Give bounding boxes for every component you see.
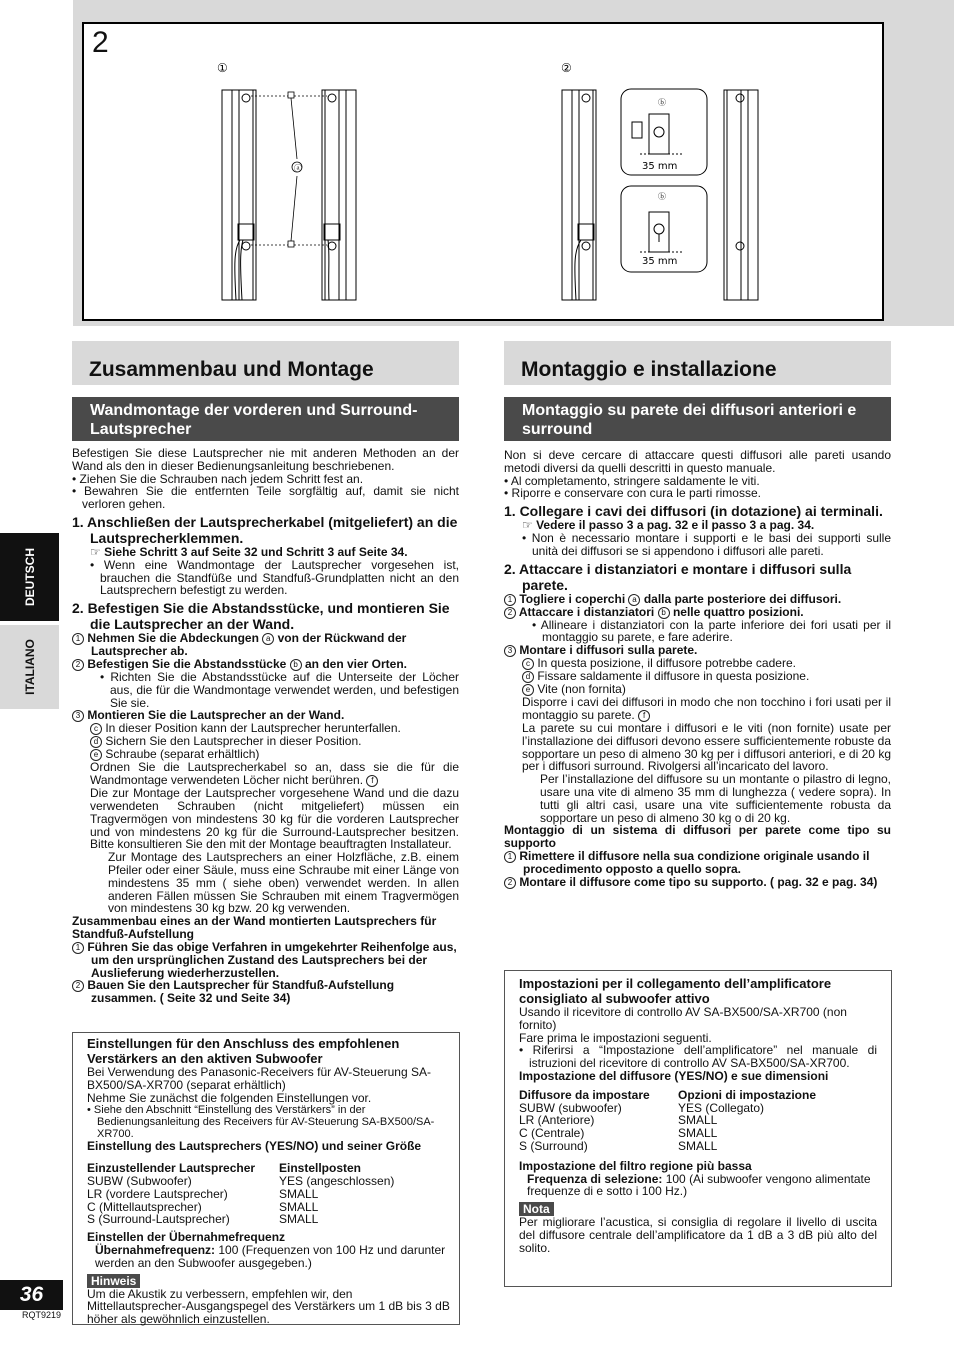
page-number: 36 bbox=[0, 1280, 63, 1310]
callout-2: ② bbox=[561, 61, 572, 75]
wall-mount-illustration bbox=[84, 24, 882, 319]
reference-icon: ☞ bbox=[522, 518, 537, 533]
speaker-rear-right bbox=[322, 90, 356, 300]
column-it: Non si deve cercare di attaccare questi diffusori alle pareti usando metodi diversi da quelli descritti in questo manuale. • Al completamento, stringere saldamente le viti. • Riporre e conservare con cura le parti rimosse. 1. Collegare i cavi dei diffusori (in dotazione) ai terminali. ☞ Vedere il passo 3 a pag. 32 e il passo 3 a pag. 34. • Non è necessario montare i supporti e le basi dei supporti sulle unità dei diffusori se si appendono i diffusori alle pareti. 2. Attaccare i distanziatori e montare i diffusori sulla parete. 1 Togliere i coperchi a dalla parte posteriore dei diffusori. 2 Attaccare i distanziatori b nelle quattro posizioni. • Allineare i distanziatori con la parte inferiore dei fori usati per il montaggio su parete, e fare aderire. 3 Montare i diffusori sulla parete. c In questa posizione, il diffusore potrebbe cadere. d Fissare saldamente il diffusore in questa posizione. e Vite (non fornita) Disporre i cavi dei diffusori in modo che non tocchino i fori usati per il montaggio su parete. f La parete su cui montare i diffusori e le viti (non fornite) usate per l’installazione dei diffusori devono essere sufficientemente robuste da sopportare un peso di almeno 30 kg per i diffusori anteriori, e di 20 kg per i diffusori surround. Rivolgersi all’incaricato del lavoro. Per l’installazione del diffusore su un montante o pilastro di legno, usare una vite di almeno 35 mm di lunghezza ( vedere sopra). In tutti gli altri casi, usare una vite sufficientemente robusta da sopportare un peso di almeno 30 kg o di 20 kg. Montaggio di un sistema di diffusori per parete come tipo su supporto 1 Rimettere il diffusore nella sua condizione originale usando il procedimento opposto a quello sopra. 2 Montare il diffusore come tipo su supporto. ( pag. 32 e pag. 34) bbox=[504, 448, 891, 889]
document-code: RQT9219 bbox=[22, 1310, 62, 1320]
cover-callouts bbox=[251, 92, 327, 247]
subsection-title-de: Wandmontage der vorderen und Surround-Lautsprecher bbox=[72, 397, 459, 441]
speaker-right-mounted bbox=[724, 90, 758, 300]
speaker-left-mounted bbox=[562, 90, 596, 300]
figure-2 bbox=[82, 22, 884, 321]
speaker-rear-left bbox=[222, 90, 256, 300]
figure-number: 2 bbox=[92, 26, 109, 59]
step1-de: 1. Anschließen der Lautsprecherkabel (mitgeliefert) an die Lautsprecherklemmen. bbox=[72, 513, 458, 546]
section-title-it: Montaggio e installazione bbox=[504, 341, 891, 385]
column-de: Befestigen Sie diese Lautsprecher nie mit anderen Methoden an der Wand als den in dieser Bedienungsanleitung beschriebenen. • Ziehen Sie die Schrauben nach jedem Schritt fest an. • Bewahren Sie die entfernten Teile sorgfältig auf, damit sie nicht verloren gehen. 1. Anschließen der Lautsprecherkabel (mitgeliefert) an die Lautsprecherklemmen. ☞ Siehe Schritt 3 auf Seite 32 und Schritt 3 auf Seite 34. • Wenn eine Wandmontage der Lautsprecher vorgesehen ist, brauchen die Standfüße und Standfuß-Grundplatten nicht an den Lautsprechern befestigt zu werden. 2. Befestigen Sie die Abstandsstücke, und montieren Sie die Lautsprecher an der Wand. 1 Nehmen Sie die Abdeckungen a von der Rückwand der Lautsprecher ab. 2 Befestigen Sie die Abstandsstücke b an den vier Orten. • Richten Sie die Abstandsstücke auf die Unterseite der Löcher aus, die für die Wandmontage verwendet werden, und befestigen Sie sie. 3 Montieren Sie die Lautsprecher an der Wand. c In dieser Position kann der Lautsprecher herunterfallen. d Sichern Sie den Lautsprecher in dieser Position. e Schraube (separat erhältlich) Ordnen Sie die Lautsprecherkabel so an, dass sie die für die Wandmontage verwendeten Löcher nicht berühren. f Die zur Montage der Lautsprecher vorgesehene Wand und die dazu verwendeten Schrauben (nicht mitgeliefert) müssen ein Tragvermögen von mindestens 30 kg für die vorderen Lautsprecher und von mindestens 20 kg für die Surround-Lautsprecher besitzen. Bitte konsultieren Sie den mit der Montage beauftragten Installateur. Zur Montage des Lautsprechers an einer Holzfläche, z.B. einem Pfeiler oder einer Säule, muss eine Schraube mit einer Länge von mindestens 35 mm ( siehe oben) verwendet werden. In allen anderen Fällen müssen Sie Schrauben mit einem Tragvermögen von mindestens 30 kg bzw. 20 kg verwenden. Zusammenbau eines an der Wand montierten Lautsprechers für Standfuß-Aufstellung 1 Führen Sie das obige Verfahren in umgekehrter Reihenfolge aus, um den ursprünglichen Zustand des Lautsprechers bei der Auslieferung wiederherzustellen. 2 Bauen Sie den Lautsprecher für Standfuß-Aufstellung zusammen. ( Seite 32 und Seite 34) bbox=[72, 446, 459, 1006]
section-title-de: Zusammenbau und Montage bbox=[72, 341, 459, 385]
side-tab-deutsch: DEUTSCH bbox=[0, 533, 59, 621]
hint-label-it: Nota bbox=[519, 1202, 554, 1216]
dimension-bottom: 35 mm bbox=[642, 256, 678, 267]
step2-de: 2. Befestigen Sie die Abstandsstücke, und montieren Sie die Lautsprecher an der Wand. bbox=[72, 600, 450, 633]
intro-de: Befestigen Sie diese Lautsprecher nie mit anderen Methoden an der Wand als den in dieser Bedienungsanleitung beschriebenen. bbox=[72, 446, 459, 473]
side-tab-italiano: ITALIANO bbox=[0, 625, 59, 709]
callout-1: ① bbox=[217, 61, 228, 75]
callout-a: ⓐ bbox=[294, 164, 302, 173]
settings-box-it: Impostazioni per il collegamento dell’amplificatore consigliato al subwoofer attivo Usando il ricevitore di controllo AV SA-BX500/SA-XR700 (non fornito) Fare prima le impostazioni seguenti. • Riferirsi a “Impostazione dell’amplificatore” nel manuale di istruzioni del ricevitore di controllo AV SA-BX500/SA-XR700. Impostazione del diffusore (YES/NO) e sue dimensioni Diffusore da impostare Opzioni di impostazione SUBW (subwoofer) YES (Collegato) LR (Anteriore) SMALL C (Centrale) SMALL S (Surround) SMALL Impostazione del filtro regione più bassa Frequenza di selezione: 100 (Ai subwoofer vengono alimentate frequenze di e sotto i 100 Hz.) Nota Per migliorare l’acustica, si consiglia di regolare il livello di uscita del diffusore centrale dell’amplificatore da 1 dB a 3 dB più alto del solito. bbox=[504, 970, 892, 1287]
callout-b-top: ⓑ bbox=[658, 98, 666, 107]
step1-ref-de: ☞ Siehe Schritt 3 auf Seite 32 und Schritt 3 auf Seite 34. bbox=[90, 544, 408, 559]
dimension-top: 35 mm bbox=[642, 161, 678, 172]
subsection-title-it: Montaggio su parete dei diffusori anteriori e surround bbox=[504, 397, 891, 441]
settings-box-de: Einstellungen für den Anschluss des empfohlenen Verstärkers an den aktiven Subwoofer Bei Verwendung des Panasonic-Receivers für AV-Steuerung SA-BX500/SA-XR700 (separat erhältlich) Nehme Sie zunächst die folgenden Einstellungen vor. • Siehe den Abschnitt “Einstellung des Verstärkers” in der Bedienungsanleitung des Receivers für AV-Steuerung SA-BX500/SA-XR700. Einstellung des Lautsprechers (YES/NO) und seiner Größe Einzustellender Lautsprecher Einstellposten SUBW (Subwoofer) YES (angeschlossen) LR (vordere Lautsprecher) SMALL C (Mittellautsprecher) SMALL S (Surround-Lautsprecher) SMALL Einstellen der Übernahmefrequenz Übernahmefrequenz: 100 (Frequenzen von 100 Hz und darunter werden an den Subwoofer ausgegeben.) Hinweis Um die Akustik zu verbessern, empfehlen wir, den Mittellautsprecher-Ausgangspegel des Verstärkers um 1 dB bis 3 dB höher als gewöhnlich einzustellen. bbox=[72, 1032, 460, 1325]
callout-b-bottom: ⓑ bbox=[658, 192, 666, 201]
reference-icon: ☞ bbox=[90, 544, 105, 559]
hint-label-de: Hinweis bbox=[87, 1274, 140, 1288]
